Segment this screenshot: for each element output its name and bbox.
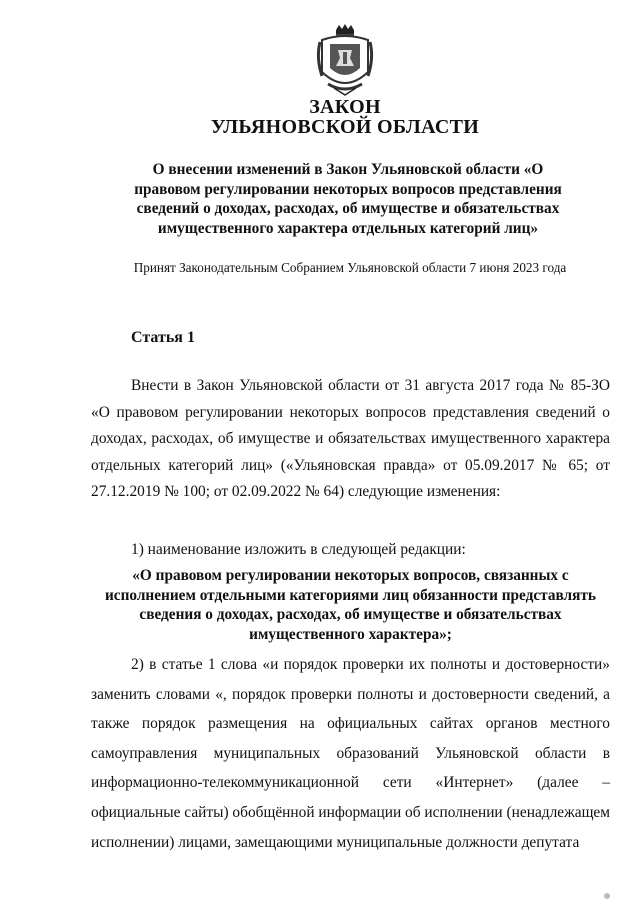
law-title-line2: УЛЬЯНОВСКОЙ ОБЛАСТИ — [210, 116, 480, 138]
item-1-paragraph: 1) наименование изложить в следующей редакции: — [131, 541, 466, 558]
adoption-note: Принят Законодательным Собранием Ульяновской области 7 июня 2023 года — [133, 260, 567, 275]
page-mark — [604, 893, 610, 899]
item-2-paragraph: 2) в статье 1 слова «и порядок проверки их полноты и достоверности» заменить словами «, порядок проверки полноты и достоверности сведений, а также порядок размещения на официальных сайтах органов местного самоуправления муниципальных образований Ульяновской области в информационно-телекоммуникационной сети «Интернет» (далее – официальные сайты) обобщённой информации об исполнении (ненадлежащем исполнении) лицами, замещающими муниципальные должности депутата — [91, 656, 610, 851]
item-1-quote: «О правовом регулировании некоторых вопросов, связанных с исполнением отдельными категориями лиц обязанности представлять сведения о доходах, расходах, об имуществе и обязательствах имущественного характера»; — [104, 567, 597, 643]
law-title-line1: ЗАКОН — [309, 96, 381, 118]
article-heading: Статья 1 — [131, 329, 195, 346]
coat-of-arms-icon — [314, 24, 376, 96]
intro-paragraph: Внести в Закон Ульяновской области от 31 августа 2017 года № 85-ЗО «О правовом регулировании некоторых вопросов представления сведений о доходах, расходах, об имуществе и обязательствах имущественного характера отдельных категорий лиц» («Ульяновская правда» от 05.09.2017 № 65; от 27.12.2019 № 100; от 02.09.2022 № 64) следующие изменения: — [91, 377, 610, 501]
law-subject: О внесении изменений в Закон Ульяновской области «О правовом регулировании некоторых вопросов представления сведений о доходах, расходах, об имуществе и обязательствах имущественного характера отдельных категорий лиц» — [134, 161, 562, 237]
